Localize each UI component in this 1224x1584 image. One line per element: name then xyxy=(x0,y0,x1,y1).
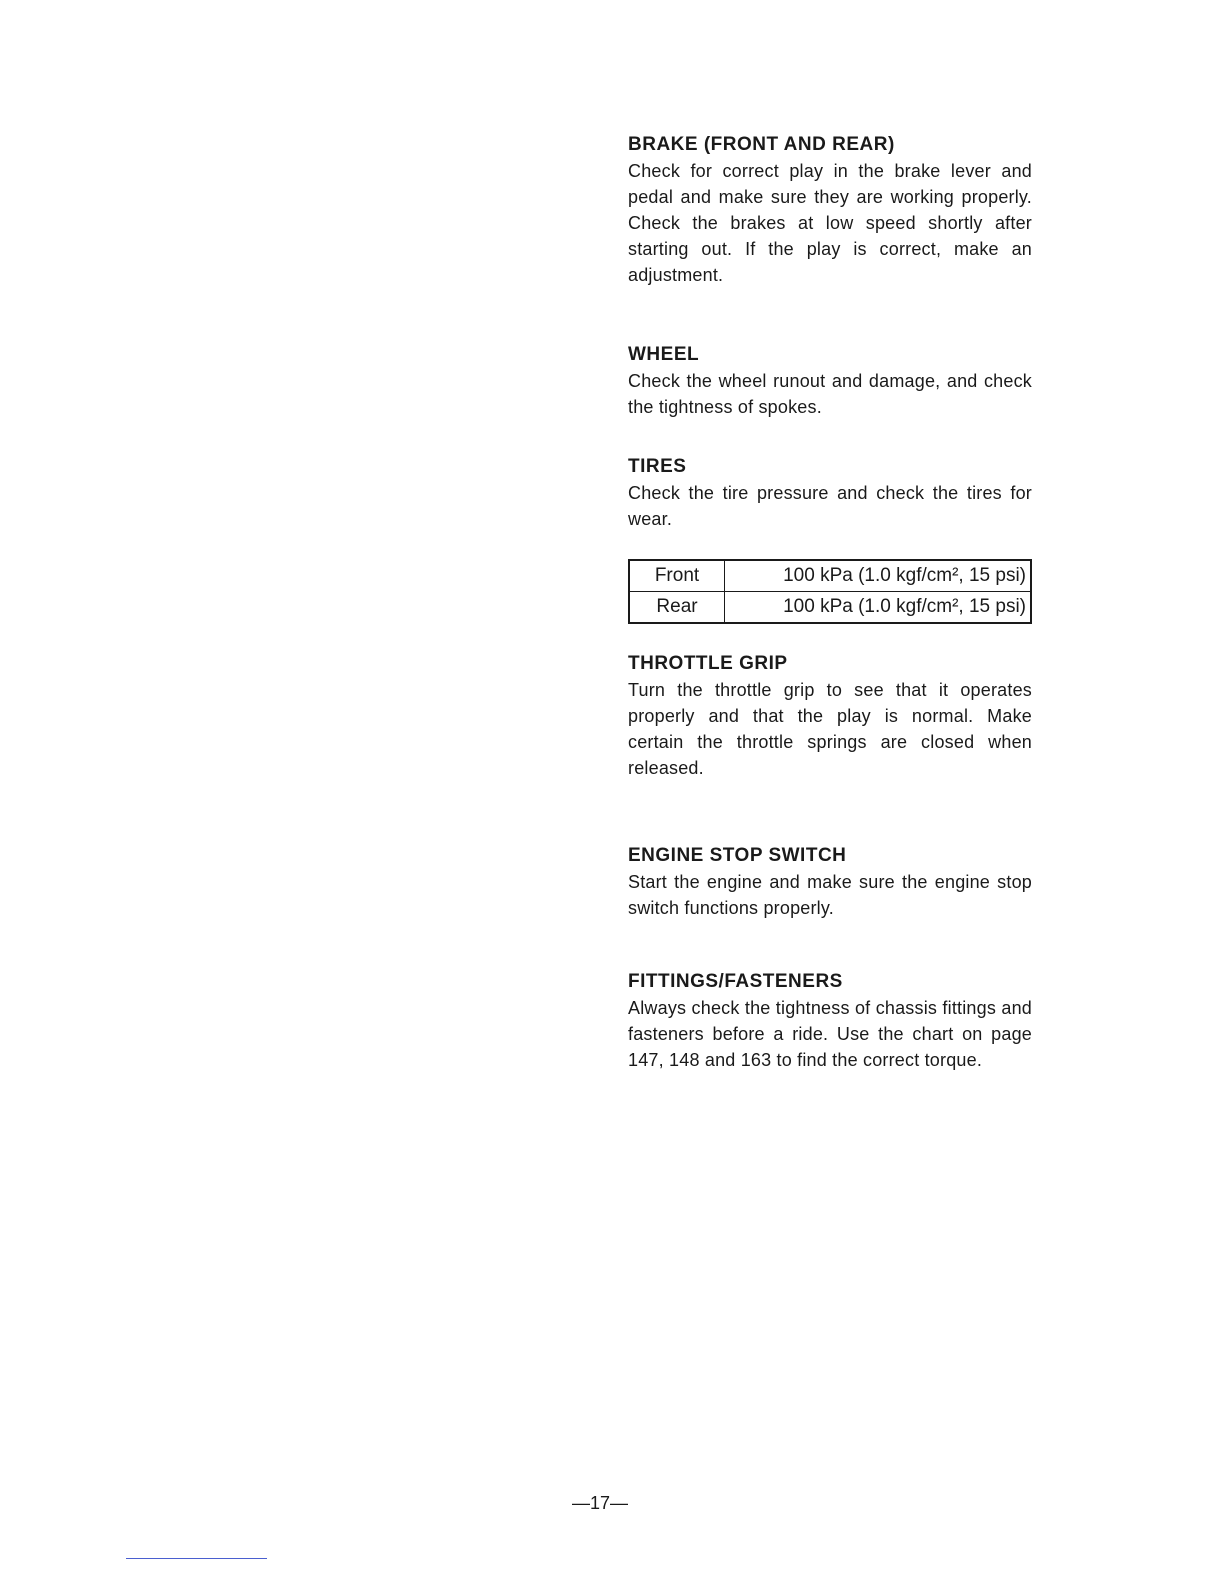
section-throttle-grip xyxy=(628,651,1032,781)
table-row xyxy=(629,592,1031,624)
page-number: —17— xyxy=(571,1493,629,1513)
footer-rule xyxy=(126,1558,267,1559)
tire-pressure-cell: 100 kPa (1.0 kgf/cm², 15 psi) xyxy=(725,592,1032,624)
table-row xyxy=(629,560,1031,592)
section-body: Start the engine and make sure the engine stop switch functions properly. xyxy=(628,872,1032,918)
section-heading: ENGINE STOP SWITCH xyxy=(628,845,847,866)
section-brake xyxy=(628,132,1032,288)
section-body: Check the tire pressure and check the tires for wear. xyxy=(628,483,1032,529)
tire-position-cell: Rear xyxy=(629,592,725,624)
section-wheel xyxy=(628,342,1032,420)
section-heading: BRAKE (FRONT AND REAR) xyxy=(628,134,895,155)
section-heading: TIRES xyxy=(628,456,687,477)
tire-position-cell: Front xyxy=(629,560,725,592)
tire-pressure-cell: 100 kPa (1.0 kgf/cm², 15 psi) xyxy=(725,560,1032,592)
section-body: Check for correct play in the brake lever and pedal and make sure they are working properly. Check the brakes at low speed shortly after starting out. If the play is correct, make an adjustment. xyxy=(628,161,1032,285)
section-engine-stop-switch xyxy=(628,843,1032,921)
section-body: Check the wheel runout and damage, and check the tightness of spokes. xyxy=(628,371,1032,417)
tire-pressure-table xyxy=(628,559,1032,624)
section-heading: FITTINGS/FASTENERS xyxy=(628,971,843,992)
section-body: Always check the tightness of chassis fittings and fasteners before a ride. Use the chart on page 147, 148 and 163 to find the correct torque. xyxy=(628,998,1032,1070)
section-tires xyxy=(628,454,1032,532)
section-heading: THROTTLE GRIP xyxy=(628,653,788,674)
section-body: Turn the throttle grip to see that it operates properly and that the play is normal. Make certain the throttle springs are closed when released. xyxy=(628,680,1032,778)
section-heading: WHEEL xyxy=(628,344,700,365)
section-fittings-fasteners xyxy=(628,969,1032,1073)
